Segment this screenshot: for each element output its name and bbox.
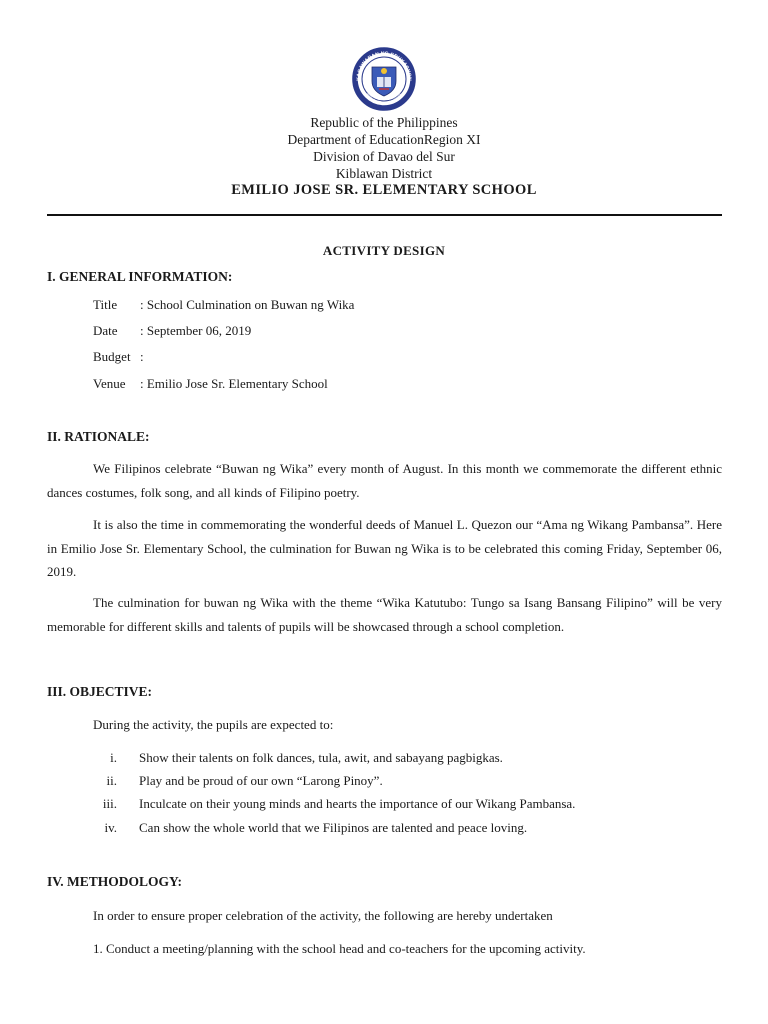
general-information-heading: I. GENERAL INFORMATION: bbox=[47, 269, 233, 284]
info-label: Date bbox=[93, 323, 118, 338]
document-title: ACTIVITY DESIGN bbox=[322, 243, 446, 258]
info-label: Budget bbox=[93, 349, 131, 364]
objective-item bbox=[93, 820, 527, 836]
info-value: : Emilio Jose Sr. Elementary School bbox=[140, 376, 328, 391]
rationale-heading: II. RATIONALE: bbox=[47, 429, 150, 444]
rationale-paragraph: It is also the time in commemorating the wonderful deeds of Manuel L. Quezon our “Ama ng Wikang Pambansa”. Here in Emilio Jose Sr. Elementary School, the culmination for Buwan ng Wika is to be celebrated this coming Friday, September 06, 2019. bbox=[47, 517, 722, 579]
seal-bottom-text: REPUBLIKA NG PILIPINAS bbox=[365, 92, 403, 106]
objective-intro: During the activity, the pupils are expected to: bbox=[93, 717, 334, 732]
rationale-paragraph: The culmination for buwan ng Wika with the theme “Wika Katutubo: Tungo sa Isang Bansang Filipino” will be very memorable for different skills and talents of pupils will be showcased through a school completion. bbox=[47, 595, 722, 634]
letterhead bbox=[0, 114, 768, 199]
objective-text: Show their talents on folk dances, tula, awit, and sabayang pagbigkas. bbox=[139, 750, 503, 765]
letterhead-division: Division of Davao del Sur bbox=[313, 149, 455, 164]
objective-number: ii. bbox=[106, 773, 117, 788]
methodology-intro: In order to ensure proper celebration of the activity, the following are hereby undertaken bbox=[93, 908, 553, 923]
letterhead-department: Department of EducationRegion XI bbox=[287, 132, 481, 147]
objective-number: iv. bbox=[104, 820, 117, 835]
info-row-venue bbox=[93, 376, 328, 392]
methodology-heading: IV. METHODOLOGY: bbox=[47, 874, 183, 889]
objective-item bbox=[93, 796, 575, 812]
objective-item bbox=[93, 773, 383, 789]
objective-item bbox=[93, 750, 503, 766]
info-value: : bbox=[140, 349, 144, 364]
objective-heading: III. OBJECTIVE: bbox=[47, 684, 153, 699]
header-divider bbox=[47, 214, 722, 216]
objective-number: i. bbox=[110, 750, 117, 765]
letterhead-school-name: EMILIO JOSE SR. ELEMENTARY SCHOOL bbox=[231, 182, 537, 198]
info-row-title bbox=[93, 297, 354, 313]
seal-ring-text: KAGAWARAN NG EDUKASYON bbox=[355, 50, 413, 81]
info-row-budget bbox=[93, 349, 144, 365]
info-value: : September 06, 2019 bbox=[140, 323, 252, 338]
methodology-step: 1. Conduct a meeting/planning with the school head and co-teachers for the upcoming activity. bbox=[93, 941, 586, 956]
deped-seal bbox=[352, 47, 416, 111]
objective-text: Can show the whole world that we Filipinos are talented and peace loving. bbox=[139, 820, 528, 835]
rationale-paragraph: We Filipinos celebrate “Buwan ng Wika” every month of August. In this month we commemorate the different ethnic dances costumes, folk song, and all kinds of Filipino poetry. bbox=[47, 461, 722, 500]
objective-text: Inculcate on their young minds and hearts the importance of our Wikang Pambansa. bbox=[139, 796, 576, 811]
info-value: : School Culmination on Buwan ng Wika bbox=[140, 297, 355, 312]
info-label: Venue bbox=[93, 376, 126, 391]
info-label: Title bbox=[93, 297, 118, 312]
letterhead-district: Kiblawan District bbox=[335, 166, 433, 181]
objective-number: iii. bbox=[102, 796, 117, 811]
objective-text: Play and be proud of our own “Larong Pinoy”. bbox=[139, 773, 383, 788]
letterhead-republic: Republic of the Philippines bbox=[310, 115, 458, 130]
info-row-date bbox=[93, 323, 251, 339]
